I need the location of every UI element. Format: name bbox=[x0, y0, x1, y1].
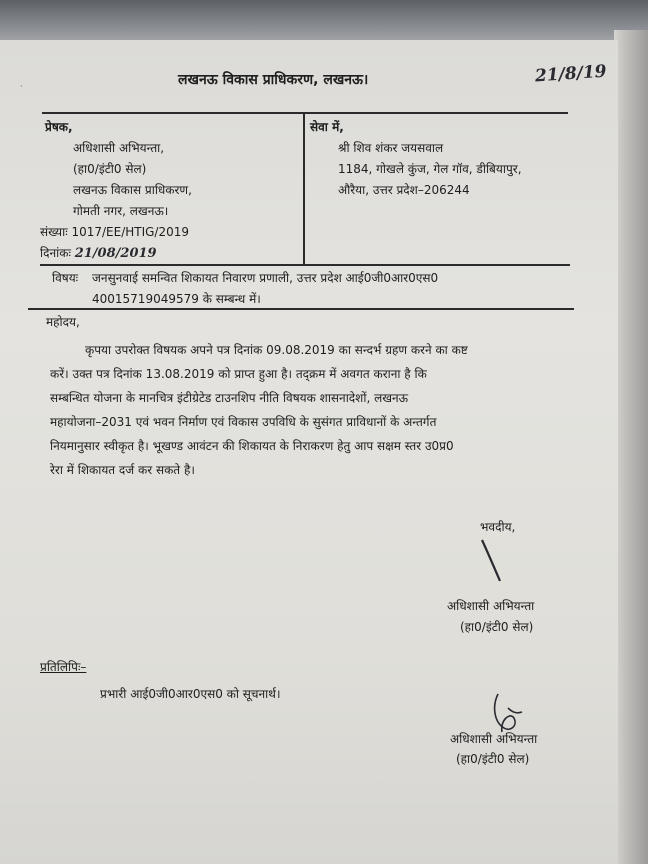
subject-line: जनसुनवाई समन्वित शिकायत निवारण प्रणाली, उत्तर प्रदेश आई0जी0आर0एस0 bbox=[92, 271, 439, 285]
closing-cell: (हा0/इंटी0 सेल) bbox=[460, 620, 534, 634]
subject-top-rule bbox=[40, 264, 570, 266]
subject-bottom-rule bbox=[28, 308, 574, 310]
letter-page bbox=[0, 40, 618, 864]
copy-recipient-line: प्रभारी आई0जी0आर0एस0 को सूचनार्थ। bbox=[100, 687, 281, 701]
body-line: सम्बन्धित योजना के मानचित्र इंटीग्रेटेड टाउनशिप नीति विषयक शासनादेशों, लखनऊ bbox=[50, 391, 409, 405]
reference-number bbox=[40, 223, 189, 240]
recipient-line: औरैया, उत्तर प्रदेश–206244 bbox=[338, 183, 470, 197]
closing-designation: अधिशासी अभियन्ता bbox=[447, 599, 535, 613]
address-box-top-rule bbox=[42, 112, 568, 114]
recipient-line: श्री शिव शंकर जयसवाल bbox=[338, 141, 444, 155]
recipient-line: 1184, गोखले कुंज, गेल गॉव, डीबियापुर, bbox=[338, 162, 522, 176]
body-line: रेरा में शिकायत दर्ज कर सकते है। bbox=[50, 463, 195, 477]
sender-line: (हा0/इंटी0 सेल) bbox=[73, 162, 147, 176]
sender-line: गोमती नगर, लखनऊ। bbox=[73, 204, 169, 218]
body-line: महायोजना–2031 एवं भवन निर्माण एवं विकास उपविधि के सुसंगत प्राविधानों के अन्तर्गत bbox=[50, 415, 437, 429]
subject-label: विषयः bbox=[52, 271, 79, 285]
copy-designation: अधिशासी अभियन्ता bbox=[450, 732, 538, 746]
handwritten-date-note: 21/8/19 bbox=[534, 61, 608, 87]
letter-body bbox=[50, 338, 590, 482]
letterhead-title: लखनऊ विकास प्राधिकरण, लखनऊ। bbox=[178, 72, 369, 88]
sender-line: अधिशासी अभियन्ता, bbox=[73, 141, 165, 155]
salutation: महोदय, bbox=[46, 315, 80, 329]
body-line: नियमानुसार स्वीकृत है। भूखण्ड आवंटन की शिकायत के निराकरण हेतु आप सक्षम स्तर उ0प्र0 bbox=[50, 439, 454, 453]
scan-speck: · bbox=[20, 82, 23, 91]
signature-stroke bbox=[478, 537, 508, 585]
date-label: दिनांकः bbox=[40, 246, 71, 260]
copy-cell: (हा0/इंटी0 सेल) bbox=[456, 752, 530, 766]
date-value: 21/08/2019 bbox=[74, 246, 157, 261]
photo-background-right bbox=[614, 30, 648, 864]
sender-line: लखनऊ विकास प्राधिकरण, bbox=[73, 183, 192, 197]
copy-label: प्रतिलिपिः– bbox=[40, 660, 87, 674]
sender-label: प्रेषक, bbox=[45, 120, 73, 134]
letter-date bbox=[40, 244, 157, 261]
closing-yours: भवदीय, bbox=[480, 520, 516, 534]
subject-line: 40015719049579 के सम्बन्ध में। bbox=[92, 292, 261, 306]
body-line: कृपया उपरोक्त विषयक अपने पत्र दिनांक 09.08.2019 का सन्दर्भ ग्रहण करने का कष्ट bbox=[85, 343, 468, 357]
body-line: करें। उक्त पत्र दिनांक 13.08.2019 को प्राप्त हुआ है। तद्क्रम में अवगत कराना है कि bbox=[50, 367, 427, 381]
recipient-label: सेवा में, bbox=[310, 120, 344, 134]
reference-value: 1017/EE/HTIG/2019 bbox=[71, 225, 190, 239]
reference-label: संख्याः bbox=[40, 225, 68, 239]
address-box-divider bbox=[303, 112, 305, 266]
